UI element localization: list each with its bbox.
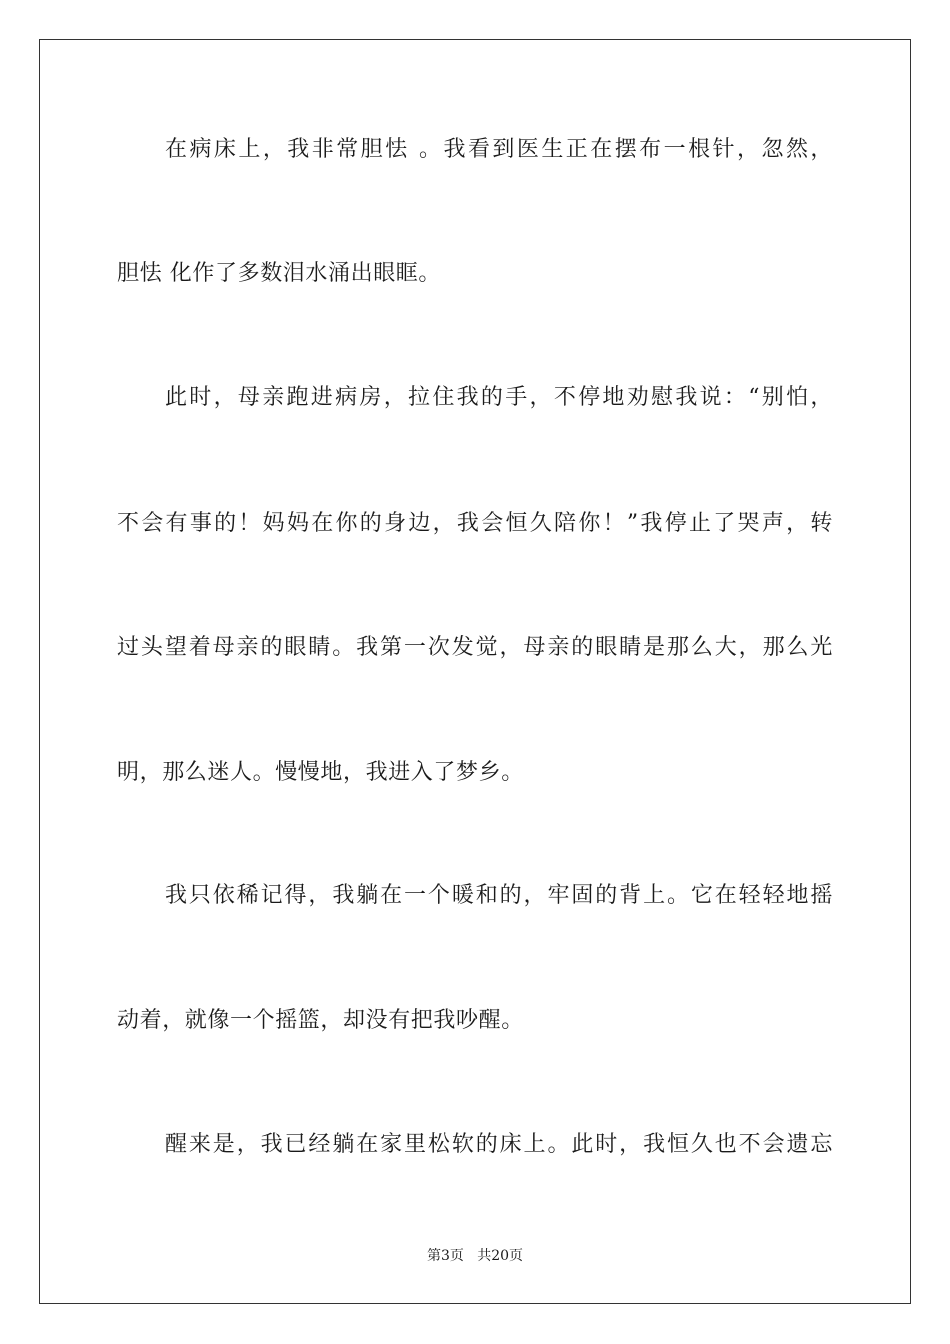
paragraph-line: 不会有事的！妈妈在你的身边，我会恒久陪你！”我停止了哭声，转 <box>117 511 833 536</box>
paragraph-line: 醒来是，我已经躺在家里松软的床上。此时，我恒久也不会遗忘 <box>165 1132 833 1157</box>
page-number-footer: 第3页 共20页 <box>426 1248 524 1264</box>
paragraph-line: 在病床上，我非常胆怯 。我看到医生正在摆布一根针，忽然， <box>165 137 833 162</box>
paragraph-line: 明，那么迷人。慢慢地，我进入了梦乡。 <box>117 760 524 785</box>
paragraph-line: 胆怯 化作了多数泪水涌出眼眶。 <box>117 261 441 286</box>
paragraph-line: 我只依稀记得，我躺在一个暖和的，牢固的背上。它在轻轻地摇 <box>165 883 833 908</box>
paragraph-line: 过头望着母亲的眼睛。我第一次发觉，母亲的眼睛是那么大，那么光 <box>117 635 833 660</box>
paragraph-line: 此时，母亲跑进病房，拉住我的手，不停地劝慰我说：“别怕， <box>165 385 833 410</box>
paragraph-line: 动着，就像一个摇篮，却没有把我吵醒。 <box>117 1008 524 1033</box>
page-border <box>39 39 911 1304</box>
